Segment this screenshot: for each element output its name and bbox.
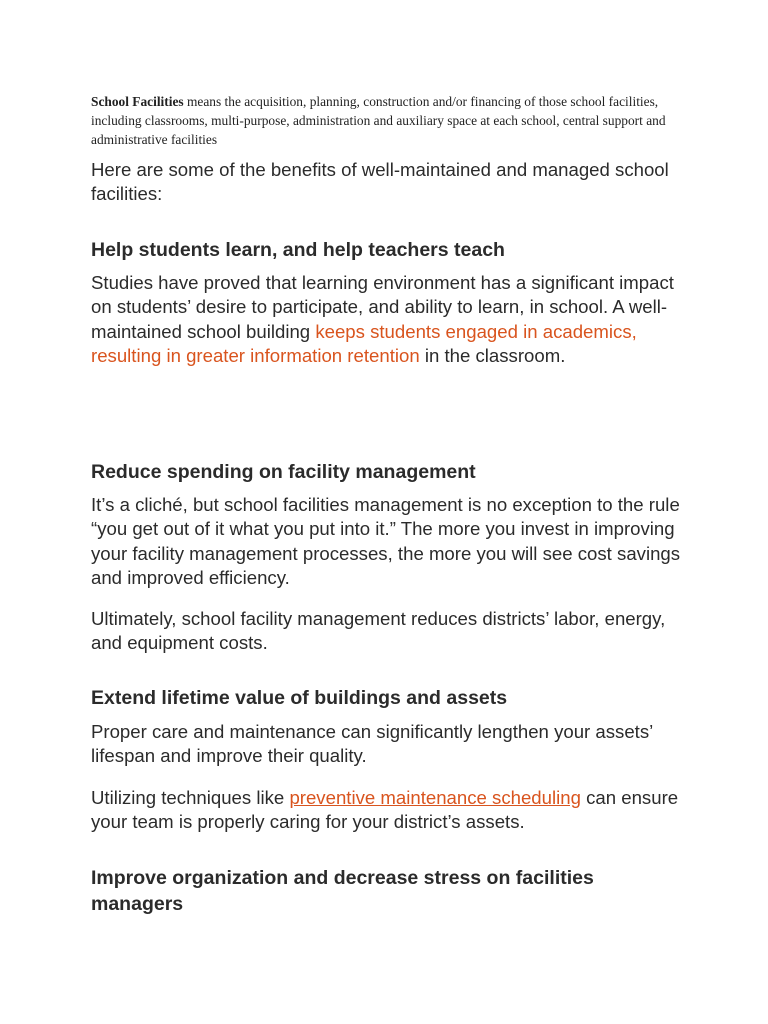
definition-term: School Facilities <box>91 94 184 109</box>
section-paragraph-lifetime-2-text: Utilizing techniques like <box>91 787 290 808</box>
section-heading-spending: Reduce spending on facility management <box>91 461 476 483</box>
section-paragraph-learn <box>91 271 691 368</box>
section-paragraph-learn-text: Studies have proved that learning environment has a significant impact on students’ desire to participate, and ability to learn, in school. A well-maintained school building <box>91 272 674 342</box>
definition-text: means the acquisition, planning, construction and/or financing of those school facilities, including classrooms, multi-purpose, administration and auxiliary space at each school, central support and administrative facilities <box>91 94 666 148</box>
section-paragraph-spending-2: Ultimately, school facility management reduces districts’ labor, energy, and equipment costs. <box>91 608 666 654</box>
preventive-maintenance-link[interactable]: preventive maintenance scheduling <box>289 787 581 808</box>
section-paragraph-lifetime-1: Proper care and maintenance can significantly lengthen your assets’ lifespan and improve their quality. <box>91 721 653 767</box>
section-paragraph-lifetime-2 <box>91 786 691 835</box>
section-paragraph-spending-1: It’s a cliché, but school facilities management is no exception to the rule “you get out of it what you put into it.” The more you invest in improving your facility management processes, the more you will see cost savings and improved efficiency. <box>91 494 681 588</box>
section-paragraph-lifetime-2-end: can ensure your team is properly caring for your district’s assets. <box>91 787 679 833</box>
lead-paragraph: Here are some of the benefits of well-maintained and managed school facilities: <box>91 159 669 205</box>
section-heading-organization: Improve organization and decrease stress on facilities managers <box>91 867 594 915</box>
section-heading-learn: Help students learn, and help teachers teach <box>91 239 505 261</box>
section-paragraph-learn-end: in the classroom. <box>419 344 566 366</box>
highlighted-text: keeps students engaged in academics, resulting in greater information retention <box>91 320 637 366</box>
definition-paragraph <box>91 92 666 150</box>
section-heading-lifetime: Extend lifetime value of buildings and assets <box>91 687 508 709</box>
